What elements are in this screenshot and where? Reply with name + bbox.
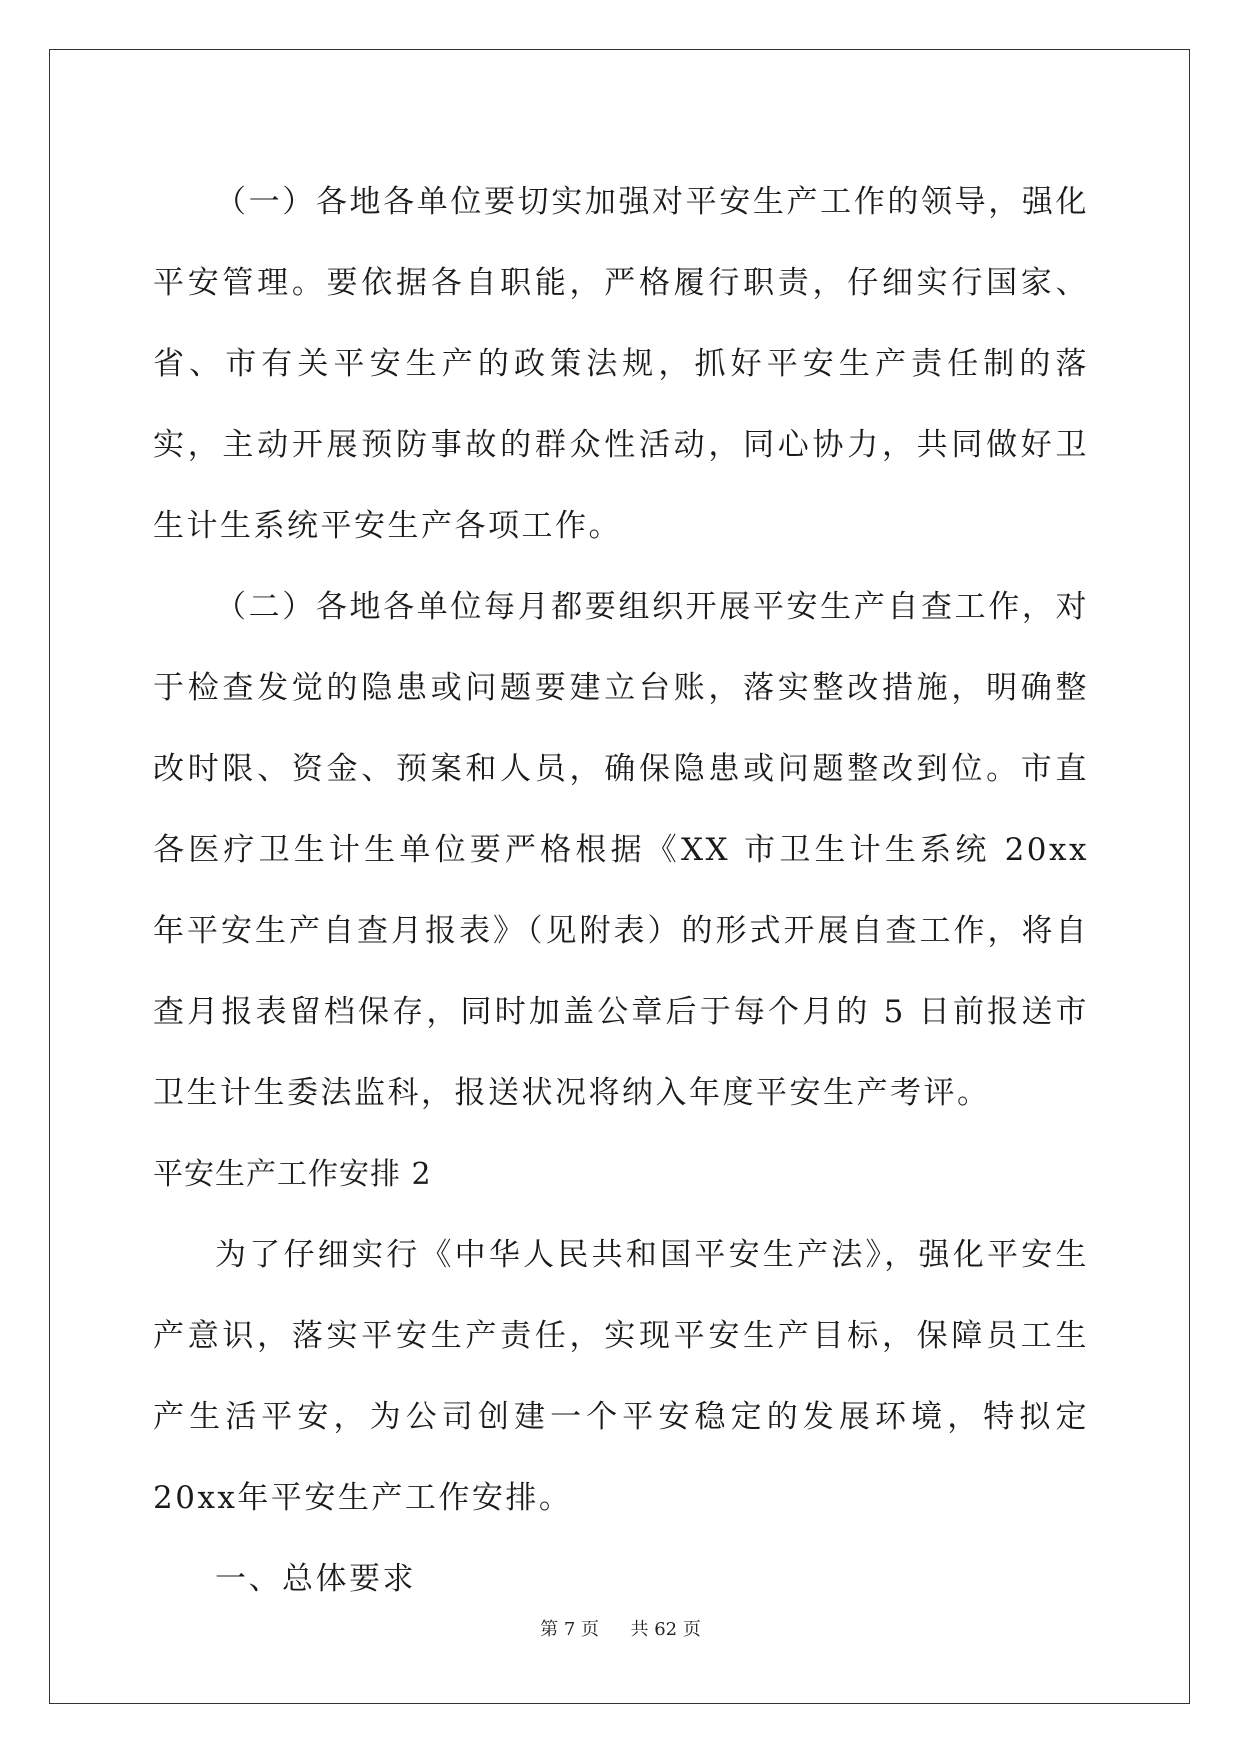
section-title: 平安生产工作安排 2 xyxy=(153,1157,432,1192)
page-footer xyxy=(0,1615,1241,1641)
paragraph-2: （二）各地各单位每月都要组织开展平安生产自查工作，对于检查发觉的隐患或问题要建立台账，落实整改措施，明确整改时限、资金、预案和人员，确保隐患或问题整改到位。市直各医疗卫生计生单位要严格根据《XX 市卫生计生系统 20xx 年平安生产自查月报表》（见附表）的形式开展自查工作，将自查月报表留档保存，同时加盖公章后于每个月的 5 日前报送市卫生计生委法监科，报送状况将纳入年度平安生产考评。 xyxy=(153,589,1089,1111)
intro-paragraph: 为了仔细实行《中华人民共和国平安生产法》，强化平安生产意识，落实平安生产责任，实现平安生产目标，保障员工生产生活平安，为公司创建一个平安稳定的发展环境，特拟定20xx年平安生产工作安排。 xyxy=(153,1237,1089,1516)
subheading: 一、总体要求 xyxy=(215,1561,416,1597)
document-body xyxy=(153,162,1089,1620)
paragraph-1: （一）各地各单位要切实加强对平安生产工作的领导，强化平安管理。要依据各自职能，严格履行职责，仔细实行国家、省、市有关平安生产的政策法规，抓好平安生产责任制的落实，主动开展预防事故的群众性活动，同心协力，共同做好卫生计生系统平安生产各项工作。 xyxy=(153,184,1089,544)
total-pages: 共 62 页 xyxy=(630,1619,701,1640)
page-number: 第 7 页 xyxy=(540,1619,600,1640)
